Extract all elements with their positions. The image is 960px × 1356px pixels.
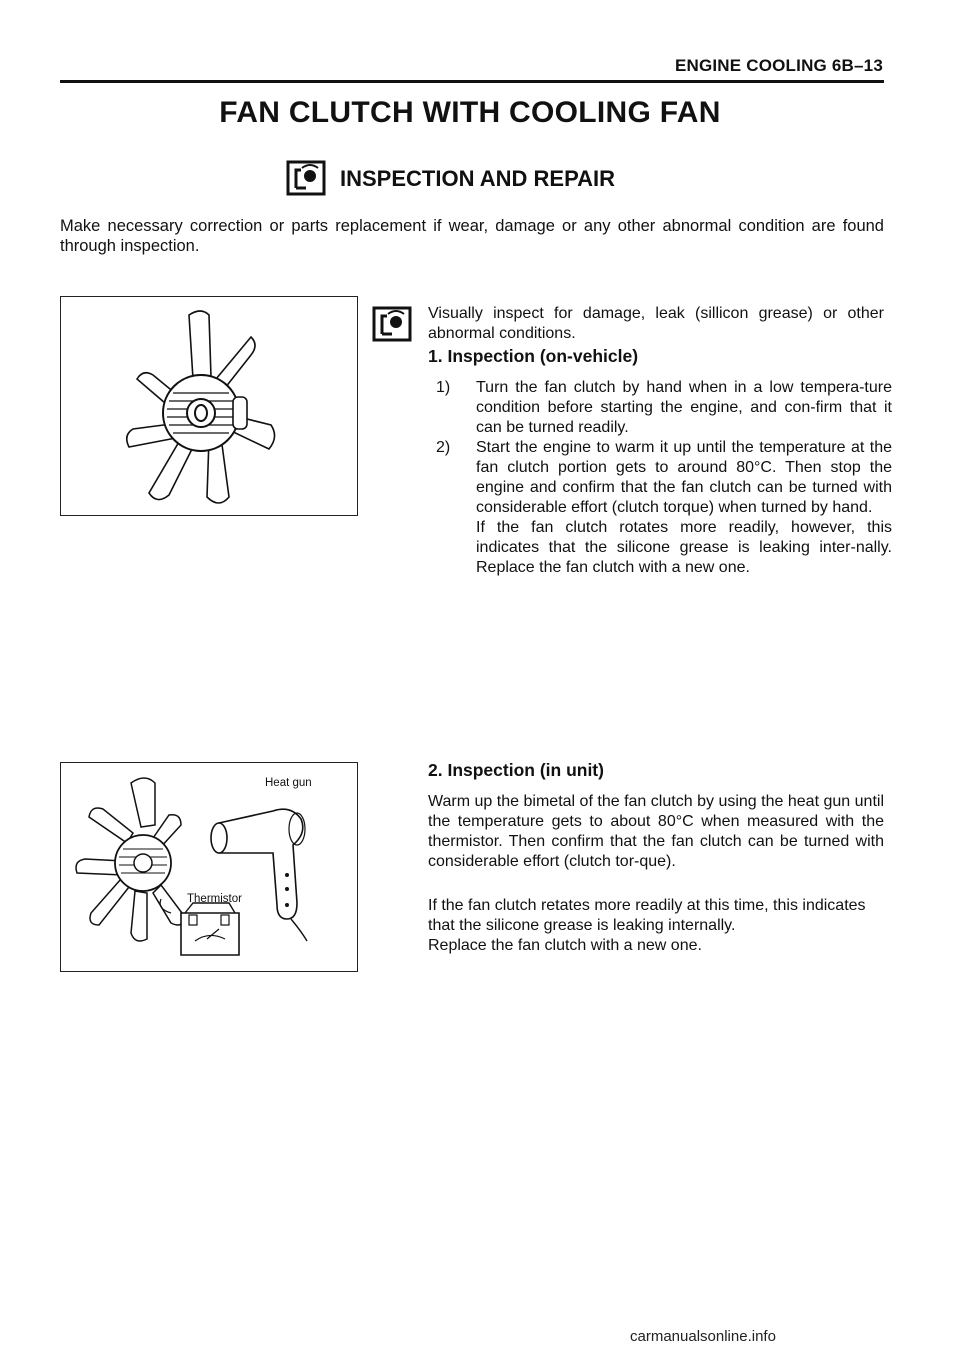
section-title: INSPECTION AND REPAIR xyxy=(340,166,616,191)
list-item xyxy=(436,438,892,588)
heat-gun-figure xyxy=(60,762,358,972)
inspection-icon xyxy=(372,306,412,342)
thermistor-label: Thermistor xyxy=(187,893,242,905)
list-item xyxy=(436,378,892,438)
list-item-text: Start the engine to warm it up until the temperature at the fan clutch portion gets to around 80°C. Then stop the engine and confirm that the fan clutch can be turned with considerable effort (clutch torque) when turned by hand. xyxy=(476,439,892,516)
subheading-in-unit: 2. Inspection (in unit) xyxy=(428,760,604,780)
in-unit-note-line: If the fan clutch retates more readily at this time, this indicates that the silicone grease is leaking internally. xyxy=(428,897,866,934)
fan-clutch-illustration xyxy=(61,297,357,515)
header-rule xyxy=(60,80,884,83)
inspection-icon xyxy=(286,160,326,196)
visual-check-text: Visually inspect for damage, leak (sillicon grease) or other abnormal conditions. xyxy=(428,305,884,342)
in-unit-text: Warm up the bimetal of the fan clutch by using the heat gun until the temperature gets to about 80°C when measured with the thermistor. Then confirm that the fan clutch can be turned with considerable effort (clutch tor-que). xyxy=(428,793,884,870)
list-item-text: Turn the fan clutch by hand when in a low tempera-ture condition before starting the engine, and con-firm that it can be turned readily. xyxy=(476,379,892,436)
heat-gun-label: Heat gun xyxy=(265,777,312,789)
list-item-note: If the fan clutch rotates more readily, however, this indicates that the silicone grease is leaking inter-nally. Replace the fan clutch with a new one. xyxy=(476,519,892,576)
header-section-title: ENGINE COOLING 6B–13 xyxy=(674,56,883,75)
intro-paragraph: Make necessary correction or parts replacement if wear, damage or any other abnormal condition are found through inspection. xyxy=(60,217,884,255)
subheading-on-vehicle: 1. Inspection (on-vehicle) xyxy=(428,346,639,366)
list-item-number: 1) xyxy=(436,379,451,396)
heat-gun-illustration xyxy=(61,763,357,971)
page-title: FAN CLUTCH WITH COOLING FAN xyxy=(219,96,721,129)
fan-clutch-figure xyxy=(60,296,358,516)
list-item-number: 2) xyxy=(436,439,451,456)
watermark: carmanualsonline.info xyxy=(630,1328,776,1345)
in-unit-note-line: Replace the fan clutch with a new one. xyxy=(428,937,702,954)
in-unit-note xyxy=(428,896,884,956)
